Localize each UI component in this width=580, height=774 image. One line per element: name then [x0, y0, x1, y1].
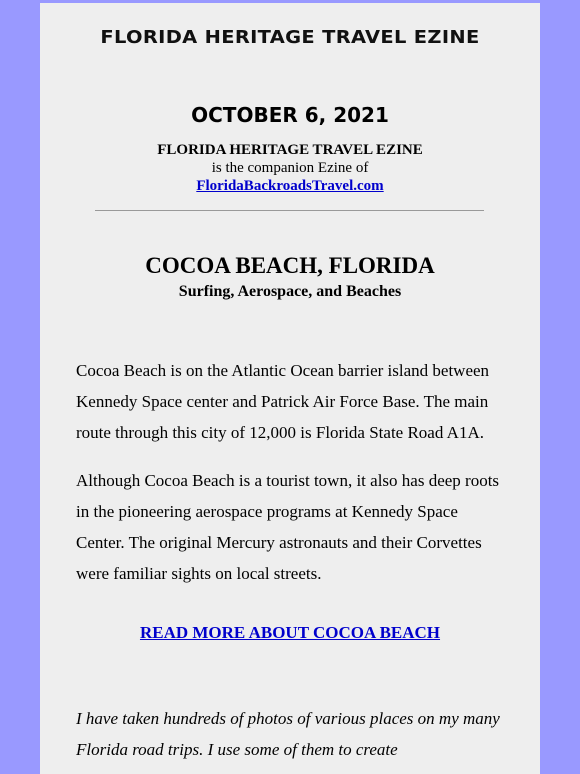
article-title: COCOA BEACH, FLORIDA: [145, 253, 435, 278]
divider: [95, 210, 484, 211]
companion-site-link[interactable]: FloridaBackroadsTravel.com: [196, 178, 384, 194]
read-more-link[interactable]: READ MORE ABOUT COCOA BEACH: [139, 623, 441, 642]
companion-text: is the companion Ezine of: [211, 160, 369, 176]
newsletter-body: [40, 3, 540, 774]
article-paragraph-3: I have taken hundreds of photos of various places on my many Florida road trips. I use some of them to create: [76, 709, 500, 759]
read-more-container: [40, 623, 540, 643]
companion-block: [40, 141, 540, 195]
issue-date: OCTOBER 6, 2021: [191, 103, 389, 127]
article-paragraph-1: Cocoa Beach is on the Atlantic Ocean barrier island between Kennedy Space center and Patrick Air Force Base. The main route through this city of 12,000 is Florida State Road A1A.: [76, 361, 490, 442]
companion-title: FLORIDA HERITAGE TRAVEL EZINE: [157, 142, 423, 158]
article-subtitle: Surfing, Aerospace, and Beaches: [178, 283, 402, 300]
masthead-logo: FLORIDA HERITAGE TRAVEL EZINE: [100, 27, 480, 48]
article-paragraph-2: Although Cocoa Beach is a tourist town, it also has deep roots in the pioneering aerospace programs at Kennedy Space Center. The original Mercury astronauts and their Corvettes were familiar sights on local streets.: [76, 471, 500, 583]
